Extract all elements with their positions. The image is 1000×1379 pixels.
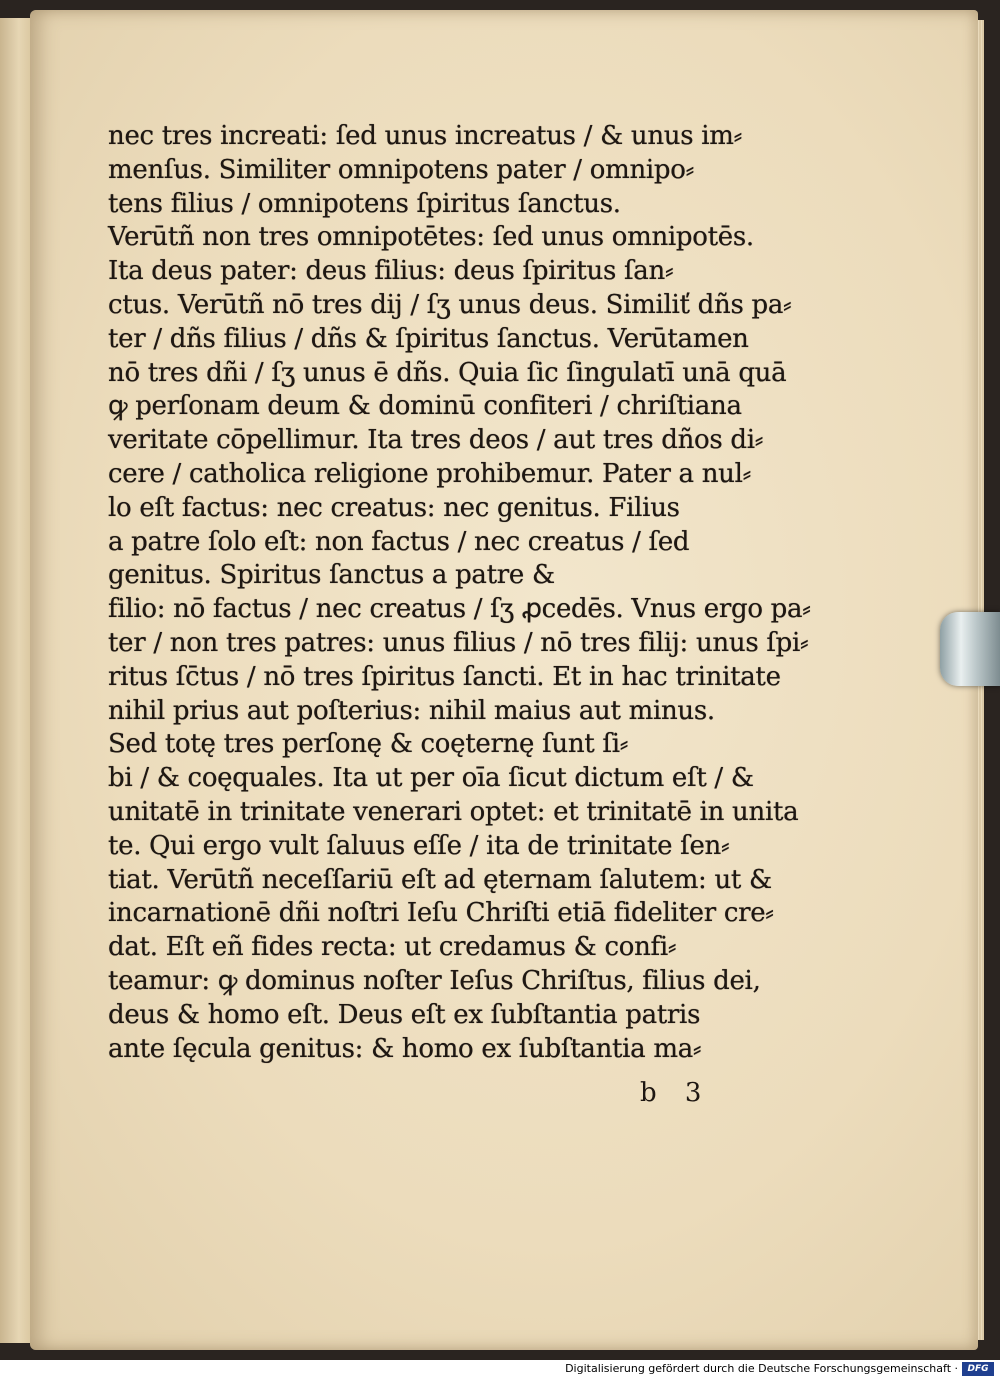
text-line: nihil prius aut poſterius: nihil maius aut minus. <box>108 695 715 726</box>
text-line: cere / catholica religione prohibemur. Pater a nul⸗ <box>108 458 751 489</box>
signature-mark: b 3 <box>640 1078 712 1108</box>
body-text <box>108 120 811 1066</box>
text-line: bi / & coęquales. Ita ut per oīa ſicut dictum eſt / & <box>108 763 754 794</box>
text-line: Verūtñ non tres omnipotētes: ſed unus omnipotēs. <box>108 222 754 253</box>
text-line: veritate cōpellimur. Ita tres deos / aut tres dños di⸗ <box>108 425 764 456</box>
page-clip <box>940 612 1000 686</box>
text-line: a patre ſolo eſt: non factus / nec creatus / ſed <box>108 526 690 557</box>
text-line: ritus ſc̄tus / nō tres ſpiritus ſancti. Et in hac trinitate <box>108 661 781 692</box>
text-line: ante ſęcula genitus: & homo ex ſubſtantia ma⸗ <box>108 1033 702 1064</box>
text-line: te. Qui ergo vult ſaluus eſſe / ita de trinitate ſen⸗ <box>108 830 730 861</box>
text-line: deus & homo eſt. Deus eſt ex ſubſtantia patris <box>108 999 701 1030</box>
text-line: tiat. Verūtñ neceſſariū eſt ad ęternam ſalutem: ut & <box>108 864 772 895</box>
text-line: teamur: ꝙ dominus noſter Ieſus Chriſtus, filius dei, <box>108 965 761 996</box>
text-line: ctus. Verūtñ nō tres dij / ſʒ unus deus. Similiť dñs pa⸗ <box>108 289 792 320</box>
text-line: Sed totę tres perſonę & coęternę ſunt ſi⸗ <box>108 729 629 760</box>
text-line: incarnationē dñi noſtri Ieſu Chriſti etiā fideliter cre⸗ <box>108 898 774 929</box>
footer-bar <box>0 1360 1000 1379</box>
text-line: nō tres dñi / ſʒ unus ē dñs. Quia ſic ſingulatī unā quā <box>108 357 787 388</box>
digitization-credit: Digitalisierung gefördert durch die Deutsche Forschungsgemeinschaft · <box>565 1362 958 1375</box>
text-line: ꝙ perſonam deum & dominū confiteri / chriſtiana <box>108 391 742 422</box>
dfg-logo: DFG <box>962 1362 994 1376</box>
text-line: tens filius / omnipotens ſpiritus ſanctus. <box>108 188 621 219</box>
text-line: unitatē in trinitate venerari optet: et trinitatē in unita <box>108 796 799 827</box>
text-line: genitus. Spiritus ſanctus a patre & <box>108 560 555 591</box>
text-line: nec tres increati: ſed unus increatus / & unus im⸗ <box>108 121 742 151</box>
text-line: dat. Eſt eñ fides recta: ut credamus & confi⸗ <box>108 932 677 963</box>
text-line: Ita deus pater: deus filius: deus ſpiritus ſan⸗ <box>108 256 674 287</box>
text-line: menſus. Similiter omnipotens pater / omnipo⸗ <box>108 154 694 185</box>
text-line: ter / non tres patres: unus filius / nō tres filij: unus ſpi⸗ <box>108 627 809 658</box>
text-line: lo eſt factus: nec creatus: nec genitus. Filius <box>108 492 680 523</box>
text-line: ter / dñs filius / dñs & ſpiritus ſanctus. Verūtamen <box>108 323 749 354</box>
text-line: filio: nō factus / nec creatus / ſʒ ꝓcedēs. Vnus ergo pa⸗ <box>108 594 811 625</box>
